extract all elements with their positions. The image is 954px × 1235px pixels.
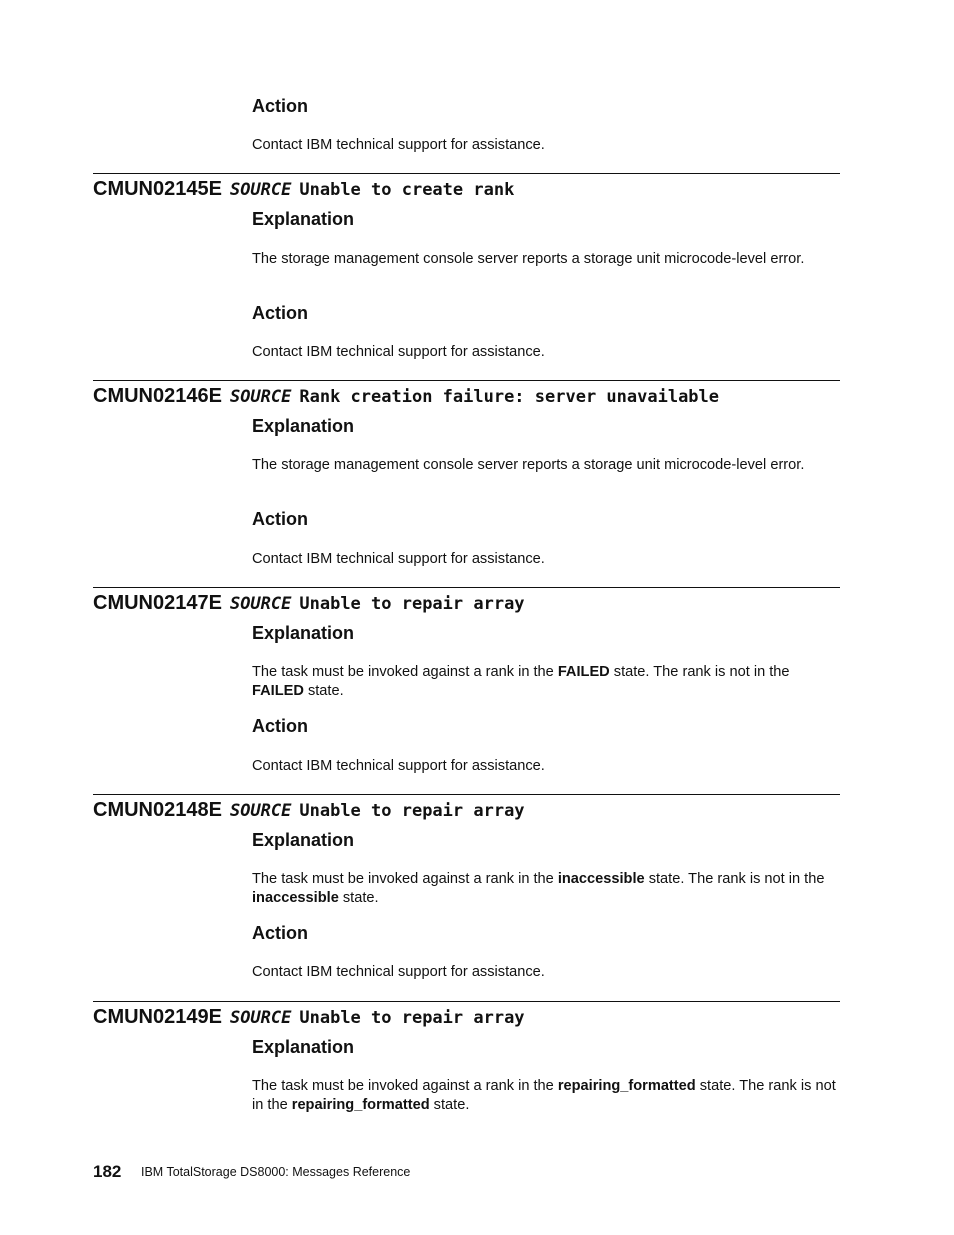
- message-id: CMUN02145E: [93, 178, 222, 200]
- state-name: repairing_formatted: [291, 1097, 430, 1113]
- message-id: CMUN02147E: [93, 592, 222, 614]
- message-heading: [93, 591, 525, 616]
- message-source: SOURCE: [229, 1008, 292, 1028]
- action-heading: Action: [252, 96, 308, 116]
- message-title: Unable to repair array: [299, 801, 525, 821]
- action-heading: Action: [252, 716, 308, 736]
- action-text: Contact IBM technical support for assistance.: [252, 137, 545, 153]
- explanation-segment: state. The rank is not in the: [609, 664, 790, 680]
- explanation-segment: The task must be invoked against a rank in the: [252, 664, 558, 680]
- state-name: repairing_formatted: [557, 1078, 696, 1094]
- explanation-segment: state. The rank is not in the: [644, 871, 825, 887]
- message-title: Rank creation failure: server unavailable: [299, 387, 720, 407]
- action-heading: Action: [252, 303, 308, 323]
- book-title: IBM TotalStorage DS8000: Messages Reference: [141, 1165, 411, 1179]
- section-divider: [93, 1001, 840, 1002]
- explanation-heading: Explanation: [252, 416, 355, 436]
- explanation-text: [252, 1077, 842, 1115]
- message-source: SOURCE: [229, 180, 292, 200]
- state-name: inaccessible: [557, 871, 645, 887]
- message-heading: [93, 384, 719, 409]
- explanation-text: The storage management console server reports a storage unit microcode-level error.: [252, 251, 805, 267]
- message-source: SOURCE: [229, 594, 292, 614]
- action-heading: Action: [252, 509, 308, 529]
- state-name: inaccessible: [252, 890, 339, 906]
- message-title: Unable to repair array: [299, 1008, 525, 1028]
- message-id: CMUN02146E: [93, 385, 222, 407]
- message-source: SOURCE: [229, 387, 292, 407]
- explanation-heading: Explanation: [252, 209, 355, 229]
- explanation-segment: The task must be invoked against a rank in the: [252, 1078, 558, 1094]
- explanation-heading: Explanation: [252, 1037, 355, 1057]
- state-name: FAILED: [557, 664, 610, 680]
- section-divider: [93, 173, 840, 174]
- page-number: 182: [93, 1162, 122, 1181]
- message-heading: [93, 1005, 525, 1030]
- section-divider: [93, 587, 840, 588]
- action-text: Contact IBM technical support for assistance.: [252, 551, 545, 567]
- explanation-segment: state.: [303, 683, 344, 699]
- section-divider: [93, 794, 840, 795]
- explanation-text: [252, 663, 842, 701]
- message-id: CMUN02149E: [93, 1006, 222, 1028]
- section-divider: [93, 380, 840, 381]
- explanation-text: The storage management console server reports a storage unit microcode-level error.: [252, 457, 805, 473]
- explanation-segment: state.: [338, 890, 379, 906]
- explanation-text: [252, 870, 842, 908]
- message-heading: [93, 177, 514, 202]
- state-name: FAILED: [252, 683, 304, 699]
- message-heading: [93, 798, 525, 823]
- message-id: CMUN02148E: [93, 799, 222, 821]
- action-text: Contact IBM technical support for assistance.: [252, 344, 545, 360]
- action-text: Contact IBM technical support for assistance.: [252, 964, 545, 980]
- explanation-segment: The task must be invoked against a rank in the: [252, 871, 558, 887]
- explanation-heading: Explanation: [252, 623, 355, 643]
- message-title: Unable to repair array: [299, 594, 525, 614]
- explanation-segment: state. The rank is not in the: [252, 1078, 836, 1113]
- action-heading: Action: [252, 923, 308, 943]
- action-text: Contact IBM technical support for assistance.: [252, 758, 545, 774]
- message-source: SOURCE: [229, 801, 292, 821]
- explanation-heading: Explanation: [252, 830, 355, 850]
- explanation-segment: state.: [429, 1097, 470, 1113]
- message-title: Unable to create rank: [299, 180, 515, 200]
